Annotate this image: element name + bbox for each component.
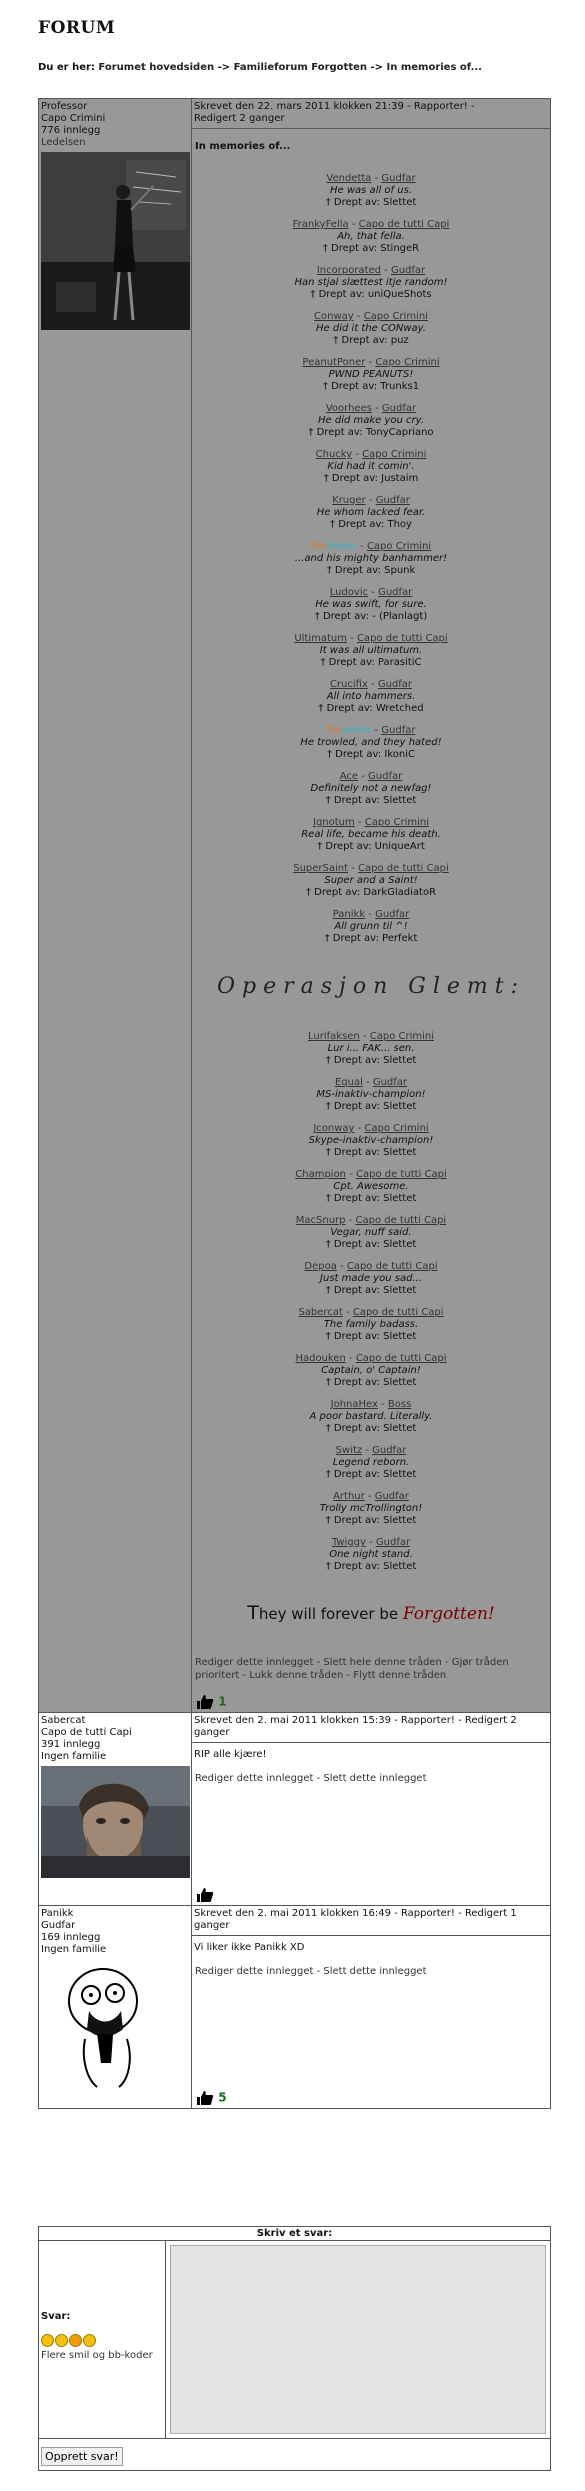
memorial-member-name[interactable]: Arthur — [333, 1491, 365, 1502]
memorial-member-rank[interactable]: Capo de tutti Capi — [355, 1215, 447, 1226]
memorial-quote: A poor bastard. Literally. — [309, 1411, 433, 1422]
memorial-quote: Ah, that fella. — [337, 231, 405, 242]
memorial-member-name[interactable]: Voorhees — [325, 403, 372, 414]
thumbs-up-icon[interactable] — [196, 1887, 214, 1903]
memorial-member: SuperSaint - Capo de tutti Capi — [293, 863, 449, 874]
memorial-member-name[interactable]: Switz — [335, 1445, 363, 1456]
memorial-killer: † Drept av: puz — [333, 335, 409, 346]
memorial-member-name[interactable]: Vendetta — [326, 173, 372, 184]
grin-icon[interactable] — [55, 2334, 68, 2347]
memorial-entry — [192, 1031, 550, 1067]
author-post-count: 391 innlegg — [41, 1739, 101, 1750]
memorial-quote: The family badass. — [323, 1319, 419, 1330]
post-meta — [192, 1713, 550, 1743]
prioritize-thread-link[interactable]: Gjør tråden prioritert — [195, 1657, 509, 1681]
like-area — [192, 1684, 550, 1712]
memorial-member-name[interactable]: Ignotum — [313, 817, 355, 828]
memorial-member-rank[interactable]: Gudfar — [372, 1077, 408, 1088]
memorial-member-name[interactable]: Troweller — [326, 725, 372, 736]
memorial-quote: He did it the CONway. — [316, 323, 426, 334]
memorial-member-name[interactable]: Ludovic — [329, 587, 369, 598]
memorial-entry — [192, 449, 550, 485]
memorial-quote: Cpt. Awesome. — [333, 1181, 409, 1192]
post-meta — [192, 99, 550, 129]
memorial-quote: Super and a Saint! — [324, 875, 418, 886]
memorial-killer: † Drept av: Slettet — [325, 1101, 417, 1112]
memorial-member-name[interactable]: Champion — [295, 1169, 347, 1180]
memorial-member: Arthur - Gudfar — [333, 1491, 409, 1502]
memorial-quote: It was all ultimatum. — [319, 645, 423, 656]
reply-sidebar — [39, 2241, 166, 2438]
memorial-member-rank[interactable]: Gudfar — [381, 725, 416, 736]
memorial-member-name[interactable]: Chucky — [315, 449, 353, 460]
memorial-killer: † Drept av: Thoy — [330, 519, 412, 530]
memorial-quote: He trowled, and they hated! — [300, 737, 442, 748]
memorial-killer: † Drept av: Wretched — [318, 703, 424, 714]
memorial-entry — [192, 1445, 550, 1481]
memorial-entry — [192, 1537, 550, 1573]
memorial-quote: Just made you sad... — [320, 1273, 422, 1284]
memorial-killer: † Drept av: Slettet — [325, 197, 417, 208]
post-author-panel — [39, 99, 192, 1713]
breadcrumb-prefix: Du er her: — [38, 62, 95, 73]
memorial-killer: † Drept av: Slettet — [325, 1239, 417, 1250]
memorial-killer: † Drept av: Slettet — [325, 1285, 417, 1296]
memorial-member-name[interactable]: Incorporated — [316, 265, 381, 276]
memorial-member-rank[interactable]: Gudfar — [375, 909, 410, 920]
memorial-member-rank[interactable]: Gudfar — [375, 495, 410, 506]
edited-count: Redigert 2 ganger — [194, 113, 285, 124]
edit-post-link[interactable]: Rediger dette innlegget — [195, 1966, 314, 1977]
memorial-member-rank[interactable]: Capo Crimini — [364, 1123, 429, 1134]
edit-post-link[interactable]: Rediger dette innlegget — [195, 1657, 314, 1668]
memorial-member-name[interactable]: Crucifix — [329, 679, 368, 690]
memorial-heading: In memories of... — [195, 141, 291, 152]
memorial-entry — [192, 1491, 550, 1527]
delete-post-link[interactable]: Slett dette innlegget — [323, 1966, 427, 1977]
memorial-killer: † Drept av: Slettet — [325, 1147, 417, 1158]
memorial-entry — [192, 771, 550, 807]
memorial-killer: † Drept av: ParasitiC — [320, 657, 422, 668]
memorial-quote: Definitely not a newfag! — [310, 783, 432, 794]
smile-icon[interactable] — [41, 2334, 54, 2347]
memorial-entry — [192, 1169, 550, 1205]
memorial-member-name[interactable]: Jconway — [313, 1123, 355, 1134]
memorial-member-name[interactable]: FrankyFella — [292, 219, 349, 230]
post — [39, 99, 551, 1713]
author-group: Ingen familie — [41, 1751, 107, 1762]
angry-icon[interactable] — [69, 2334, 82, 2347]
author-group[interactable]: Ledelsen — [41, 137, 86, 148]
memorial-killer: † Drept av: Slettet — [325, 1377, 417, 1388]
memorial-entry — [192, 311, 550, 347]
memorial-entry — [192, 541, 550, 577]
memorial-member-name[interactable]: Twiggy — [331, 1537, 366, 1548]
memorial-member: Vendetta - Gudfar — [326, 173, 416, 184]
forever-text: hey will forever be — [258, 1605, 403, 1623]
memorial-quote: Captain, o' Captain! — [321, 1365, 421, 1376]
memorial-killer: † Drept av: StingeR — [322, 243, 420, 254]
report-link[interactable]: Rapporter! — [400, 1715, 455, 1726]
memorial-entry — [192, 679, 550, 715]
page-title: FORUM — [38, 18, 116, 38]
forever-initial: T — [247, 1602, 259, 1624]
memorial-member-name[interactable]: Professor — [310, 541, 357, 552]
memorial-quote: Lur i... FAK... sen. — [327, 1043, 415, 1054]
memorial-list — [192, 173, 550, 945]
memorial-quote: Vegar, nuff said. — [330, 1227, 412, 1238]
memorial-killer: † Drept av: DarkGladiatoR — [305, 887, 437, 898]
author-name[interactable]: Sabercat — [41, 1715, 86, 1726]
memorial-killer: † Drept av: TonyCapriano — [308, 427, 434, 438]
memorial-member-name[interactable]: Lurifaksen — [308, 1031, 360, 1042]
memorial-entry — [192, 817, 550, 853]
memorial-member-rank[interactable]: Gudfar — [372, 1445, 407, 1456]
operation-heading: Operasjon Glemt: — [216, 974, 526, 999]
memorial-killer: † Drept av: Trunks1 — [322, 381, 420, 392]
reply-label: Svar: — [41, 2311, 71, 2322]
memorial-killer: † Drept av: Slettet — [325, 1193, 417, 1204]
report-link[interactable]: Rapporter! — [400, 1908, 455, 1919]
memorial-member: Crucifix - Gudfar — [329, 679, 413, 690]
memorial-member: Ignotum - Capo Crimini — [313, 817, 429, 828]
post-date: Skrevet den 2. mai 2011 klokken 16:49 - — [194, 1908, 398, 1919]
edit-post-link[interactable]: Rediger dette innlegget — [195, 1773, 314, 1784]
memorial-member-rank[interactable]: Capo Crimini — [362, 449, 427, 460]
memorial-entry — [192, 1261, 550, 1297]
memorial-member-rank[interactable]: Gudfar — [381, 403, 417, 414]
memorial-member: Ludovic - Gudfar — [329, 587, 413, 598]
memorial-quote: All into hammers. — [326, 691, 416, 702]
memorial-entry — [192, 403, 550, 439]
memorial-member-rank[interactable]: Gudfar — [374, 1491, 409, 1502]
memorial-member: Professor - Capo Crimini — [310, 541, 432, 552]
meta-separator: - — [454, 1715, 462, 1726]
memorial-member-rank[interactable]: Capo Crimini — [369, 1031, 434, 1042]
memorial-entry — [192, 1215, 550, 1251]
memorial-killer: † Drept av: - (Planlagt) — [314, 611, 428, 622]
memorial-member-rank[interactable]: Capo de tutti Capi — [346, 1261, 438, 1272]
author-rank: Gudfar — [41, 1920, 76, 1931]
memorial-killer: † Drept av: Spunk — [326, 565, 416, 576]
breadcrumb-link-family-forum[interactable]: Familieforum Forgotten — [233, 62, 367, 73]
memorial-member-rank[interactable]: Capo Crimini — [364, 817, 429, 828]
memorial-member: MacSnurp - Capo de tutti Capi — [295, 1215, 447, 1226]
post-table — [38, 98, 551, 2109]
reply-form-title: Skriv et svar: — [39, 2227, 550, 2241]
author-rank: Capo Crimini — [41, 113, 106, 124]
memorial-member: Conway - Capo Crimini — [314, 311, 428, 322]
thumbs-up-icon[interactable] — [196, 2090, 214, 2106]
memorial-member: Ultimatum - Capo de tutti Capi — [294, 633, 448, 644]
memorial-killer: † Drept av: Slettet — [325, 1515, 417, 1526]
memorial-entry — [192, 1077, 550, 1113]
memorial-member-name[interactable]: Panikk — [332, 909, 366, 920]
memorial-entry — [192, 1123, 550, 1159]
avatar — [41, 1959, 190, 2091]
memorial-member-name[interactable]: Ace — [339, 771, 359, 782]
thumbs-up-icon[interactable] — [196, 1694, 214, 1710]
memorial-quote: ...and his mighty banhammer! — [294, 553, 448, 564]
more-smileys-link[interactable]: Flere smil og bb-koder — [41, 2350, 153, 2361]
author-post-count: 776 innlegg — [41, 125, 101, 136]
post-date: Skrevet den 22. mars 2011 klokken 21:39 - — [194, 101, 411, 112]
author-post-count: 169 innlegg — [41, 1932, 101, 1943]
post-actions: Rediger dette innlegget - Slett hele denne tråden - Gjør tråden prioritert - Lukk denne tråden - Flytt denne tråden — [195, 1657, 509, 1681]
submit-reply-button[interactable]: Opprett svar! — [41, 2447, 123, 2466]
memorial-member: FrankyFella - Capo de tutti Capi — [292, 219, 450, 230]
like-area — [192, 1787, 550, 1905]
memorial-member-name[interactable]: Equal — [334, 1077, 363, 1088]
like-area — [192, 1980, 550, 2108]
memorial-member-rank[interactable]: Gudfar — [368, 771, 403, 782]
memorial-quote: He was swift, for sure. — [315, 599, 427, 610]
memorial-member-rank[interactable]: Gudfar — [378, 587, 413, 598]
memorial-quote: MS-inaktiv-champion! — [316, 1089, 426, 1100]
memorial-member: Lurifaksen - Capo Crimini — [308, 1031, 434, 1042]
memorial-quote: He was all of us. — [330, 185, 412, 196]
memorial-killer: † Drept av: Slettet — [325, 1469, 417, 1480]
forever-line — [192, 1602, 550, 1624]
breadcrumb-separator: -> — [370, 62, 384, 73]
report-link[interactable]: Rapporter! — [413, 101, 468, 112]
avatar — [41, 1766, 190, 1878]
memorial-quote: Kid had it comin'. — [327, 461, 415, 472]
memorial-member: Troweller - Gudfar — [326, 725, 416, 736]
breadcrumb — [38, 62, 482, 73]
memorial-entry — [192, 173, 550, 209]
memorial-entry — [192, 1353, 550, 1389]
memorial-quote: Han stjal slættest itje random! — [294, 277, 448, 288]
like-count: 5 — [218, 2090, 227, 2105]
like-count: 1 — [218, 1694, 227, 1709]
memorial-member: Kruger - Gudfar — [332, 495, 410, 506]
memorial-member-name[interactable]: SuperSaint — [293, 863, 349, 874]
memorial-killer: † Drept av: Justaim — [323, 473, 419, 484]
post-actions: Rediger dette innlegget - Slett dette innlegget — [195, 1773, 427, 1784]
memorial-entry — [192, 587, 550, 623]
memorial-entry — [192, 863, 550, 899]
memorial-member: PeanutPoner - Capo Crimini — [302, 357, 440, 368]
memorial-member-name[interactable]: Hadouken — [295, 1353, 346, 1364]
breadcrumb-link-home[interactable]: Forumet hovedsiden — [98, 62, 215, 73]
memorial-member-name[interactable]: Depoa — [304, 1261, 337, 1272]
edited-count: Redigert 1 ganger — [194, 1908, 517, 1931]
memorial-quote: PWND PEANUTS! — [328, 369, 414, 380]
memorial-killer: † Drept av: Perfekt — [324, 933, 418, 944]
memorial-killer: † Drept av: Slettet — [325, 1423, 417, 1434]
memorial-entry — [192, 909, 550, 945]
post-actions: Rediger dette innlegget - Slett dette innlegget — [195, 1966, 427, 1977]
post-content — [192, 1906, 551, 2109]
avatar — [41, 152, 190, 330]
memorial-member-rank[interactable]: Capo de tutti Capi — [352, 1307, 444, 1318]
memorial-member-name[interactable]: PeanutPoner — [302, 357, 366, 368]
smiley-row — [41, 2334, 163, 2350]
memorial-member: Champion - Capo de tutti Capi — [295, 1169, 447, 1180]
author-group: Ingen familie — [41, 1944, 107, 1955]
memorial-member-name[interactable]: JohnaHex — [330, 1399, 378, 1410]
post-meta — [192, 1906, 550, 1936]
memorial-member-rank[interactable]: Capo de tutti Capi — [358, 863, 449, 874]
reply-form — [38, 2226, 551, 2471]
memorial-entry — [192, 1399, 550, 1435]
post-content — [192, 1713, 551, 1906]
post — [39, 1906, 551, 2109]
memorial-member-rank[interactable]: Capo de tutti Capi — [358, 219, 450, 230]
meta-separator: - — [467, 101, 475, 112]
memorial-member: Equal - Gudfar — [334, 1077, 408, 1088]
memorial-member: Sabercat - Capo de tutti Capi — [298, 1307, 444, 1318]
memorial-member: Hadouken - Capo de tutti Capi — [295, 1353, 447, 1364]
memorial-member-rank[interactable]: Capo de tutti Capi — [356, 633, 448, 644]
memorial-member-rank[interactable]: Capo de tutti Capi — [356, 1169, 447, 1180]
author-name[interactable]: Professor — [41, 101, 88, 112]
reply-form-body — [39, 2241, 550, 2439]
memorial-killer: † Drept av: UniqueArt — [317, 841, 425, 852]
meta-separator: - — [454, 1908, 462, 1919]
memorial-member-name[interactable]: Ultimatum — [294, 633, 347, 644]
memorial-member-rank[interactable]: Capo de tutti Capi — [355, 1353, 447, 1364]
memorial-member-rank[interactable]: Gudfar — [375, 1537, 411, 1548]
memorial-member: Jconway - Capo Crimini — [313, 1123, 429, 1134]
memorial-member-rank[interactable]: Gudfar — [381, 173, 416, 184]
memorial-entry — [192, 633, 550, 669]
memorial-entry — [192, 357, 550, 393]
post-body — [192, 129, 550, 1624]
memorial-member-rank[interactable]: Gudfar — [377, 679, 413, 690]
memorial-entry — [192, 1307, 550, 1343]
post-author-panel — [39, 1906, 192, 2109]
breadcrumb-separator: -> — [217, 62, 231, 73]
edited-count: Redigert 2 ganger — [194, 1715, 517, 1738]
tongue-icon[interactable] — [83, 2334, 96, 2347]
memorial-killer: † Drept av: Slettet — [325, 1561, 417, 1572]
lock-thread-link[interactable]: Lukk denne tråden — [249, 1670, 344, 1681]
memorial-member-rank[interactable]: Capo Crimini — [375, 357, 440, 368]
post-body: RIP alle kjære! — [194, 1749, 267, 1760]
memorial-quote: Skype-inaktiv-champion! — [308, 1135, 434, 1146]
memorial-entry — [192, 495, 550, 531]
forever-word: Forgotten! — [402, 1604, 495, 1624]
move-thread-link[interactable]: Flytt denne tråden — [353, 1670, 447, 1681]
memorial-member: Voorhees - Gudfar — [325, 403, 417, 414]
memorial-member: Depoa - Capo de tutti Capi — [304, 1261, 438, 1272]
memorial-member: JohnaHex - Boss — [330, 1399, 412, 1410]
memorial-member-rank[interactable]: Gudfar — [390, 265, 426, 276]
post — [39, 1713, 551, 1906]
delete-post-link[interactable]: Slett dette innlegget — [323, 1773, 427, 1784]
memorial-member: Twiggy - Gudfar — [331, 1537, 411, 1548]
memorial-member: Switz - Gudfar — [335, 1445, 407, 1456]
memorial-quote: Real life, became his death. — [301, 829, 441, 840]
author-rank: Capo de tutti Capi — [41, 1727, 132, 1738]
memorial-member-name[interactable]: Conway — [314, 311, 354, 322]
memorial-list-operation — [192, 1031, 550, 1573]
memorial-killer: † Drept av: Slettet — [325, 1055, 417, 1066]
memorial-member: Incorporated - Gudfar — [316, 265, 426, 276]
memorial-member-name[interactable]: Sabercat — [298, 1307, 343, 1318]
memorial-quote: He did make you cry. — [318, 415, 424, 426]
memorial-quote: Trolly mcTrollington! — [319, 1503, 423, 1514]
memorial-member-rank[interactable]: Capo Crimini — [363, 311, 428, 322]
memorial-member-name[interactable]: MacSnurp — [295, 1215, 346, 1226]
memorial-quote: One night stand. — [329, 1549, 413, 1560]
memorial-killer: † Drept av: Slettet — [325, 795, 417, 806]
delete-thread-link[interactable]: Slett hele denne tråden — [323, 1657, 442, 1668]
memorial-killer: † Drept av: IkoniC — [326, 749, 416, 760]
memorial-entry — [192, 265, 550, 301]
post-author-panel — [39, 1713, 192, 1906]
post-content — [192, 99, 551, 1713]
memorial-quote: Legend reborn. — [332, 1457, 410, 1468]
memorial-member-name[interactable]: Kruger — [332, 495, 366, 506]
post-body: Vi liker ikke Panikk XD — [194, 1942, 305, 1953]
memorial-member: Ace - Gudfar — [339, 771, 403, 782]
memorial-entry — [192, 219, 550, 255]
memorial-quote: All grunn til ^! — [334, 921, 408, 932]
reply-textarea[interactable] — [170, 2245, 546, 2434]
breadcrumb-link-thread[interactable]: In memories of... — [386, 62, 482, 73]
memorial-killer: † Drept av: uniQueShots — [310, 289, 432, 300]
memorial-member: Chucky - Capo Crimini — [315, 449, 427, 460]
author-name[interactable]: Panikk — [41, 1908, 74, 1919]
reply-textarea-wrap — [166, 2241, 550, 2438]
post-date: Skrevet den 2. mai 2011 klokken 15:39 - — [194, 1715, 398, 1726]
memorial-member-rank[interactable]: Capo Crimini — [366, 541, 432, 552]
memorial-member: Panikk - Gudfar — [332, 909, 410, 920]
memorial-entry — [192, 725, 550, 761]
reply-form-footer — [39, 2439, 550, 2470]
memorial-quote: He whom lacked fear. — [316, 507, 426, 518]
memorial-killer: † Drept av: Slettet — [325, 1331, 417, 1342]
memorial-member-rank[interactable]: Boss — [387, 1399, 412, 1410]
